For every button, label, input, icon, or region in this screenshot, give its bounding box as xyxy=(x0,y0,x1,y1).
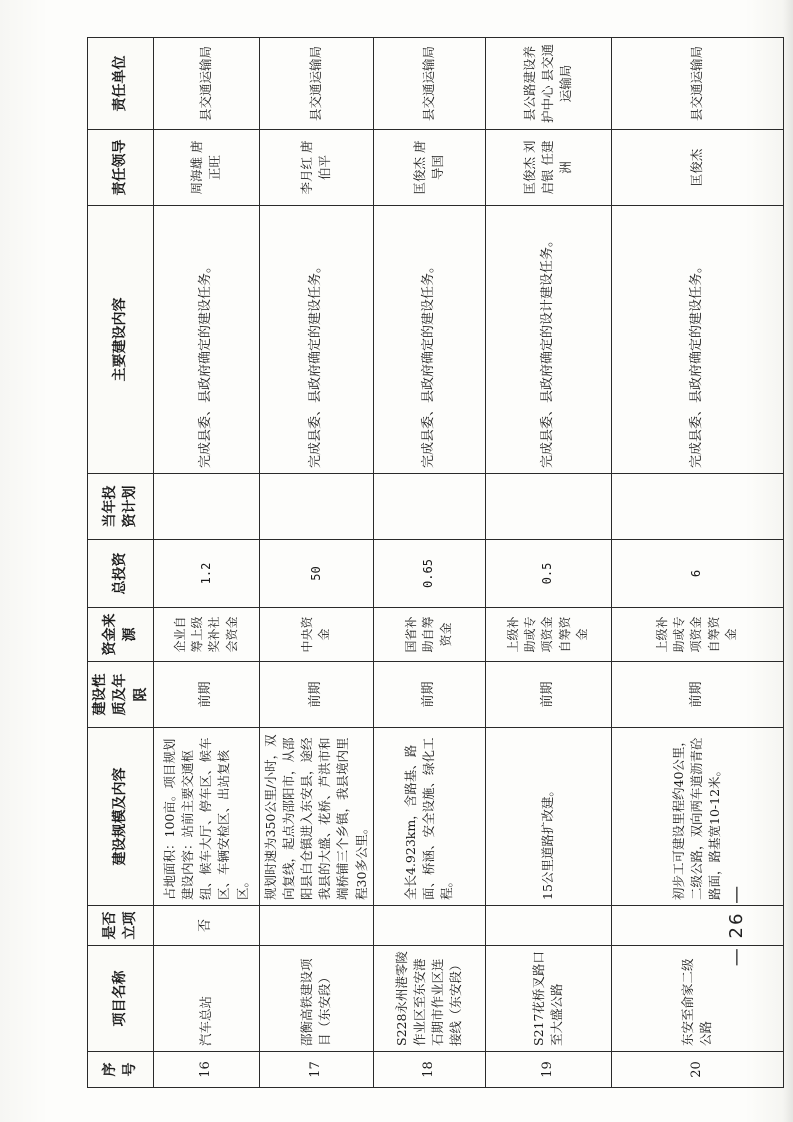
row-project-name: S228永州港零陵作业区至东安港石期市作业区连接线（东安段） xyxy=(373,946,485,1052)
project-schedule-table xyxy=(87,37,784,1088)
row-scope: 15公里道路扩改建。 xyxy=(485,728,611,906)
row-project-name: 东安至俞家二级公路 xyxy=(611,946,783,1052)
row-nature: 前期 xyxy=(485,662,611,728)
header-name: 项目名称 xyxy=(88,946,154,1052)
row-unit: 县交通运输局 xyxy=(373,38,485,130)
row-no: 16 xyxy=(153,1052,259,1088)
row-annual-plan xyxy=(373,474,485,540)
row-project-name: 邵衡高铁建设项目（东安段） xyxy=(259,946,373,1052)
row-unit: 县交通运输局 xyxy=(611,38,783,130)
row-funding: 上级补助或专项资金自筹资金 xyxy=(611,608,783,662)
row-approved xyxy=(485,906,611,946)
header-leader: 责任领导 xyxy=(88,130,154,206)
row-total-investment: 1.2 xyxy=(153,540,259,608)
header-nature: 建设性质及年限 xyxy=(88,662,154,728)
row-main-content: 完成县委、县政府确定的建设任务。 xyxy=(373,206,485,474)
table-row xyxy=(485,38,611,1088)
row-scope: 占地面积：100亩。项目规划建设内容：站前主要交通枢纽、候车大厅、停车区、候车区、车辆安检区、出站复核区。 xyxy=(153,728,259,906)
row-project-name: S217花桥叉路口至大盛公路 xyxy=(485,946,611,1052)
header-funding: 资金来源 xyxy=(88,608,154,662)
header-unit: 责任单位 xyxy=(88,38,154,130)
page-number: — 26 — xyxy=(726,883,747,967)
row-leader: 匡俊杰 xyxy=(611,130,783,206)
table-row xyxy=(611,38,783,1088)
row-approved: 否 xyxy=(153,906,259,946)
row-no: 19 xyxy=(485,1052,611,1088)
row-main-content: 完成县委、县政府确定的设计建设任务。 xyxy=(485,206,611,474)
row-nature: 前期 xyxy=(153,662,259,728)
row-approved xyxy=(259,906,373,946)
row-total-investment: 0.65 xyxy=(373,540,485,608)
row-main-content: 完成县委、县政府确定的建设任务。 xyxy=(153,206,259,474)
row-nature: 前期 xyxy=(611,662,783,728)
row-main-content: 完成县委、县政府确定的建设任务。 xyxy=(259,206,373,474)
row-funding: 中央资金 xyxy=(259,608,373,662)
header-no: 序号 xyxy=(88,1052,154,1088)
scan-edge-shadow xyxy=(783,0,793,1122)
header-annual: 当年投资计划 xyxy=(88,474,154,540)
row-unit: 县交通运输局 xyxy=(153,38,259,130)
header-row xyxy=(88,38,154,1088)
row-approved xyxy=(373,906,485,946)
row-annual-plan xyxy=(259,474,373,540)
row-no: 18 xyxy=(373,1052,485,1088)
header-approved: 是否立项 xyxy=(88,906,154,946)
row-unit: 县公路建设养护中心 县交通运输局 xyxy=(485,38,611,130)
row-nature: 前期 xyxy=(259,662,373,728)
row-unit: 县交通运输局 xyxy=(259,38,373,130)
table-row xyxy=(153,38,259,1088)
row-scope: 规划时速为350公里/小时，双向复线，起点为邵阳市，从邵阳县白仓镇进入东安县，途经我县的大盛、花桥、芦洪市和端桥铺三个乡镇，我县境内里程30多公里。 xyxy=(259,728,373,906)
row-total-investment: 6 xyxy=(611,540,783,608)
row-funding: 企业自筹上级奖补社会资金 xyxy=(153,608,259,662)
row-main-content: 完成县委、县政府确定的建设任务。 xyxy=(611,206,783,474)
header-scope: 建设规模及内容 xyxy=(88,728,154,906)
row-nature: 前期 xyxy=(373,662,485,728)
row-approved xyxy=(611,906,783,946)
row-annual-plan xyxy=(153,474,259,540)
table-row xyxy=(259,38,373,1088)
row-total-investment: 0.5 xyxy=(485,540,611,608)
row-funding: 上级补助或专项资金自筹资金 xyxy=(485,608,611,662)
row-scope: 初步工可建设里程约40公里，二级公路，双向两车道沥青砼路面，路基宽10-12米。 xyxy=(611,728,783,906)
row-leader: 李月红 唐伯平 xyxy=(259,130,373,206)
row-funding: 国省补助自筹资金 xyxy=(373,608,485,662)
row-no: 20 xyxy=(611,1052,783,1088)
rotated-table-wrapper xyxy=(87,38,777,1088)
row-total-investment: 50 xyxy=(259,540,373,608)
row-scope: 全长4.923km，含路基、路面、桥涵、安全设施、绿化工程。 xyxy=(373,728,485,906)
row-project-name: 汽车总站 xyxy=(153,946,259,1052)
header-total: 总投资 xyxy=(88,540,154,608)
row-annual-plan xyxy=(485,474,611,540)
row-leader: 周海雄 唐正旺 xyxy=(153,130,259,206)
row-leader: 匡俊杰 唐导国 xyxy=(373,130,485,206)
table-row xyxy=(373,38,485,1088)
row-no: 17 xyxy=(259,1052,373,1088)
row-annual-plan xyxy=(611,474,783,540)
row-leader: 匡俊杰 刘启银 任建洲 xyxy=(485,130,611,206)
header-content: 主要建设内容 xyxy=(88,206,154,474)
